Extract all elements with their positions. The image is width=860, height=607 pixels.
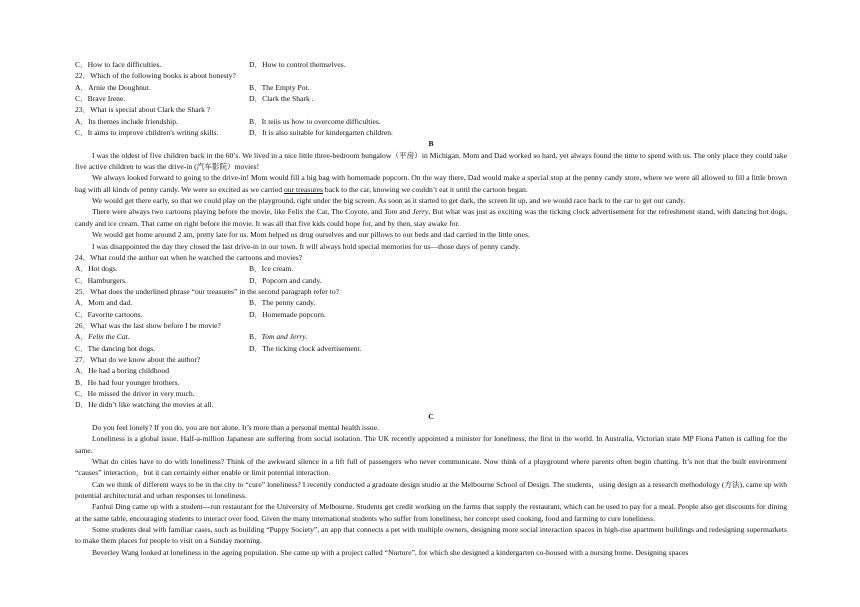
passage-b-paragraph-1: I was the oldest of five children back in the 60’s. We lived in a nice little three-bedroom bungalow（平房）in Michigan. Mom and Dad worked so hard, yet always found the time to spend with us. The only place they could take five active children to was the drive-in (汽车影院）movies! [75,150,787,172]
option-row [75,275,787,286]
option-letter: A． [75,332,89,342]
passage-c-paragraph-7: Beverley Wang looked at loneliness in the ageing population. She came up with a project called “Nurture”, for which she designed a kindergarten co-housed with a nursing home. Designing spaces [92,547,689,557]
option-b: B．The Empty Pot. [249,82,310,92]
option-letter: B． [249,332,262,342]
option-c: C．The dancing hot dogs. [75,343,156,353]
question-26: 26．What was the last show before I be movie? [75,320,221,330]
option-row [75,93,787,104]
option-a: A．Felix the Cat. [75,332,130,342]
option-a: A．Arnie the Doughnut. [75,82,151,92]
option-row [75,116,787,127]
passage-b-paragraph-5: We would get home around 2 am, pretty late for us. Mom helped us drug ourselves and our pillows to our beds and dad carried in the little ones. [92,230,530,240]
question-25: 25．What does the underlined phrase “our treasures” in the second paragraph refer to? [75,286,339,296]
option-d: D．Popcorn and candy. [249,275,322,285]
option-b: B．It teiis us how to overcome difficulties. [249,116,381,126]
option-row [75,331,787,342]
option-b: B．Ice cream. [249,264,294,274]
option-row [75,59,787,70]
option-row [75,263,787,274]
option-a: A．Mom and dad. [75,298,133,308]
section-heading-c: C [428,411,434,421]
question-22: 22．Which of the following books is about honesty? [75,71,236,81]
option-text: Felix the Cat [88,332,128,342]
passage-b-paragraph-6: I was disappointed the day they closed the last drive-in in our town. It will always hold special memories for us—those days of penny candy. [92,241,521,251]
option-row [75,309,787,320]
exam-page [75,59,787,558]
option-d: D．He didn’t like watching the movies at all. [75,400,214,410]
italic-title: Jerry [412,207,429,217]
question-23: 23．What is special about Clark the Shark ? [75,105,211,115]
section-heading-b: B [428,139,434,149]
passage-c-paragraph-1: Do you feel lonely? If you do, you are not alone. It’s more than a personal mental health issue. [92,423,380,432]
paragraph-text: There were always two cartoons playing before the movie, like Felix the Cat, The Coyote, and [92,207,385,217]
passage-c-paragraph-6: Some students deal with familiar cases, such as building “Puppy Society”, an app that connects a pet with multiple owners, designing more social interaction spaces in high-rise apartment buildings and redesigning supermarkets to make them places for people to visit on a Sunday morning. [75,525,787,546]
option-b: B．The penny candy. [249,298,316,308]
option-a: A．He had a boring childhood [75,366,170,376]
option-c: C．Hamburgers. [75,275,127,285]
passage-c-paragraph-5: Fanhui Ding came up with a student---run restaurant for the University of Melbourne. Students get credit working on the farms that supply the restaurant, which can be used to pay for a meal. People also get discounts for dining at the same table, encouraging students to interact over food. Given the many international students who suffer from loneliness, her concept used cooking, food and farming to cure loneliness. [75,502,787,523]
option-c: C．He missed the driver in very much. [75,388,195,398]
italic-title: Tom [384,207,398,217]
option-row [75,343,787,354]
passage-c-paragraph-4: Can we think of different ways to be in the city to “cure” loneliness? I recently conducted a graduate design studio at the Melbourne School of Design. The students，using design as a research methodology (方法), came up with potential architectural and urban responses to loneliness. [75,479,787,501]
passage-b-paragraph-4 [75,206,787,229]
question-24: 24．What could the author eat when he watched the cartoons and movies? [75,252,303,262]
question-27: 27．What do we know about the author? [75,354,201,364]
paragraph-text: , But what was just as exciting was the ticking clock advertisement for the refreshment stand, with dancing hot dogs, candy and ice cream. That came on right before the movie. It was all that five kids could hope for, and by then, stay awake for. [75,207,788,228]
option-b: B．He had four younger brothers. [75,377,180,387]
paragraph-text: and [397,207,413,217]
option-d: D．Clark the Shark . [249,94,314,104]
option-d: D．How to control themselves. [249,60,346,69]
option-c: C．How to face difficulties. [75,60,162,69]
option-a: A．Its themes include friendship. [75,116,178,126]
option-row [75,127,787,138]
option-a: A．Hot dogs. [75,264,118,274]
option-c: C．It aims to improve children's writing skills. [75,128,219,138]
option-c: C．Brave Irene. [75,94,126,104]
option-row [75,82,787,93]
option-row [75,297,787,308]
option-text: Tom and Jerry [261,332,306,342]
option-d: D．It is also suitable for kindergarten children. [249,128,393,138]
paragraph-text: back to the car, knowing we couldn’t eat it until the cartoon began. [323,184,528,194]
passage-b-paragraph-2 [75,172,787,195]
underlined-phrase: our treasures [284,184,324,194]
option-c: C．Favorite cartoons. [75,309,143,319]
option-d: D．Homemade popcorn. [249,309,326,319]
passage-c-paragraph-2: Loneliness is a global issue. Half-a-million Japanese are suffering from social isolation. The UK recently appointed a minister for loneliness, the first in the world. In Australia, Victorian state MP Fiona Patten is calling for the same. [75,434,787,455]
passage-b-paragraph-3: We would get there early, so that we could play on the playground, right under the big screen. As soon as it started to get dark, the screen lit up, and we would race back to the car to get our candy. [92,196,686,206]
option-d: D．The ticking clock advertisement. [249,343,362,353]
passage-c-paragraph-3: What do cities have to do with loneliness? Think of the awkward silence in a lift full of passengers who never communicate. Now think of a playground where parents often begin chatting. It’s not that the built environment “causes” interaction，but it can certainly either enable or limit potential interaction. [75,457,787,478]
option-b: B．Tom and Jerry. [249,332,308,342]
paragraph-text: We always looked forward to going to the drive-in! Mom would fill a big bag with homemade popcorn. On the way there, Dad would make a special stop at the penny candy store, where we were all allowed to fill a little brown bag with all kinds of penny candy. We were so excited as we carried [75,173,787,194]
